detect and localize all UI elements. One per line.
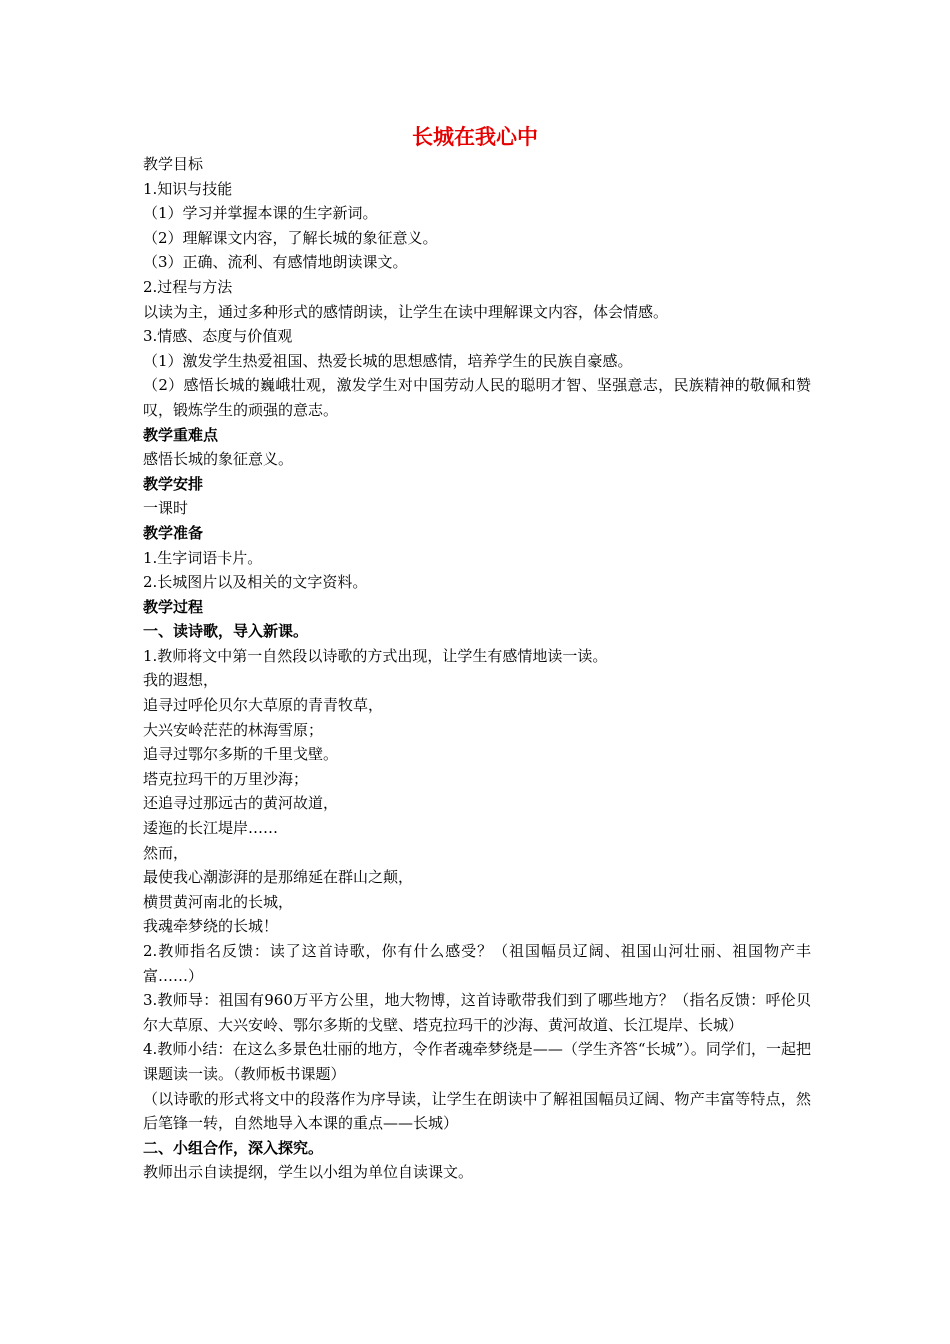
poem-line: 还追寻过那远古的黄河故道， — [143, 794, 339, 813]
poem-line: 我魂牵梦绕的长城！ — [143, 917, 279, 936]
paragraph: 教师出示自读提纲，学生以小组为单位自读课文。 — [143, 1163, 474, 1182]
objective-item: （3）正确、流利、有感情地朗读课文。 — [143, 253, 408, 272]
paragraph: 4.教师小结：在这么多景色壮丽的地方，令作者魂牵梦绕是——（学生齐答“长城”）。同学们，一起把课题读一读。（教师板书课题） — [143, 1040, 811, 1083]
objective-item: （2）理解课文内容，了解长城的象征意义。 — [143, 228, 438, 247]
objective-item: （1）激发学生热爱祖国、热爱长城的思想感情，培养学生的民族自豪感。 — [143, 351, 633, 370]
poem-line: 然而， — [143, 843, 189, 862]
objective-item: （1）学习并掌握本课的生字新词。 — [143, 204, 378, 223]
subheading-process: 2.过程与方法 — [143, 277, 233, 296]
section-heading-preparation: 教学准备 — [143, 523, 204, 542]
poem-line: 追寻过呼伦贝尔大草原的青青牧草， — [143, 696, 384, 715]
paragraph: 2.教师指名反馈：读了这首诗歌，你有什么感受？（祖国幅员辽阔、祖国山河壮丽、祖国物产丰富……） — [143, 942, 811, 985]
paragraph: 1.教师将文中第一自然段以诗歌的方式出现，让学生有感情地读一读。 — [143, 646, 608, 665]
poem-line: 大兴安岭茫茫的林海雪原； — [143, 720, 324, 739]
document-body — [143, 152, 811, 1185]
section-heading-objectives: 教学目标 — [143, 155, 204, 173]
objective-item: （2）感悟长城的巍峨壮观，激发学生对中国劳动人民的聪明才智、坚强意志，民族精神的敬佩和赞叹，锻炼学生的顽强的意志。 — [143, 376, 811, 419]
subheading-knowledge: 1.知识与技能 — [143, 179, 233, 198]
paragraph: 以读为主，通过多种形式的感情朗读，让学生在读中理解课文内容，体会情感。 — [143, 302, 669, 321]
paragraph: 感悟长城的象征意义。 — [143, 450, 294, 469]
poem-line: 横贯黄河南北的长城， — [143, 892, 294, 911]
step-heading: 二、小组合作，深入探究。 — [143, 1138, 324, 1157]
paragraph: （以诗歌的形式将文中的段落作为序导读，让学生在朗读中了解祖国幅员辽阔、物产丰富等特点，然后笔锋一转，自然地导入本课的重点——长城） — [143, 1089, 811, 1133]
poem-line: 塔克拉玛干的万里沙海； — [143, 769, 309, 788]
section-heading-process: 教学过程 — [143, 597, 204, 616]
paragraph: 3.教师导：祖国有960万平方公里，地大物博，这首诗歌带我们到了哪些地方？（指名反馈：呼伦贝尔大草原、大兴安岭、鄂尔多斯的戈壁、塔克拉玛干的沙海、黄河故道、长江堤岸、长城） — [143, 991, 811, 1034]
poem-line: 逶迤的长江堤岸…… — [143, 819, 279, 838]
paragraph: 一课时 — [143, 499, 189, 518]
subheading-values: 3.情感、态度与价值观 — [143, 327, 293, 346]
list-item: 1.生字词语卡片。 — [143, 548, 263, 567]
poem-line: 我的遐想， — [143, 671, 219, 690]
poem-line: 追寻过鄂尔多斯的千里戈壁。 — [143, 745, 339, 764]
document-title: 长城在我心中 — [412, 125, 538, 149]
step-heading: 一、读诗歌，导入新课。 — [143, 622, 309, 641]
poem-line: 最使我心潮澎湃的是那绵延在群山之颠， — [143, 868, 414, 887]
list-item: 2.长城图片以及相关的文字资料。 — [143, 573, 368, 592]
section-heading-schedule: 教学安排 — [143, 474, 204, 493]
section-heading-key-points: 教学重难点 — [143, 425, 219, 444]
